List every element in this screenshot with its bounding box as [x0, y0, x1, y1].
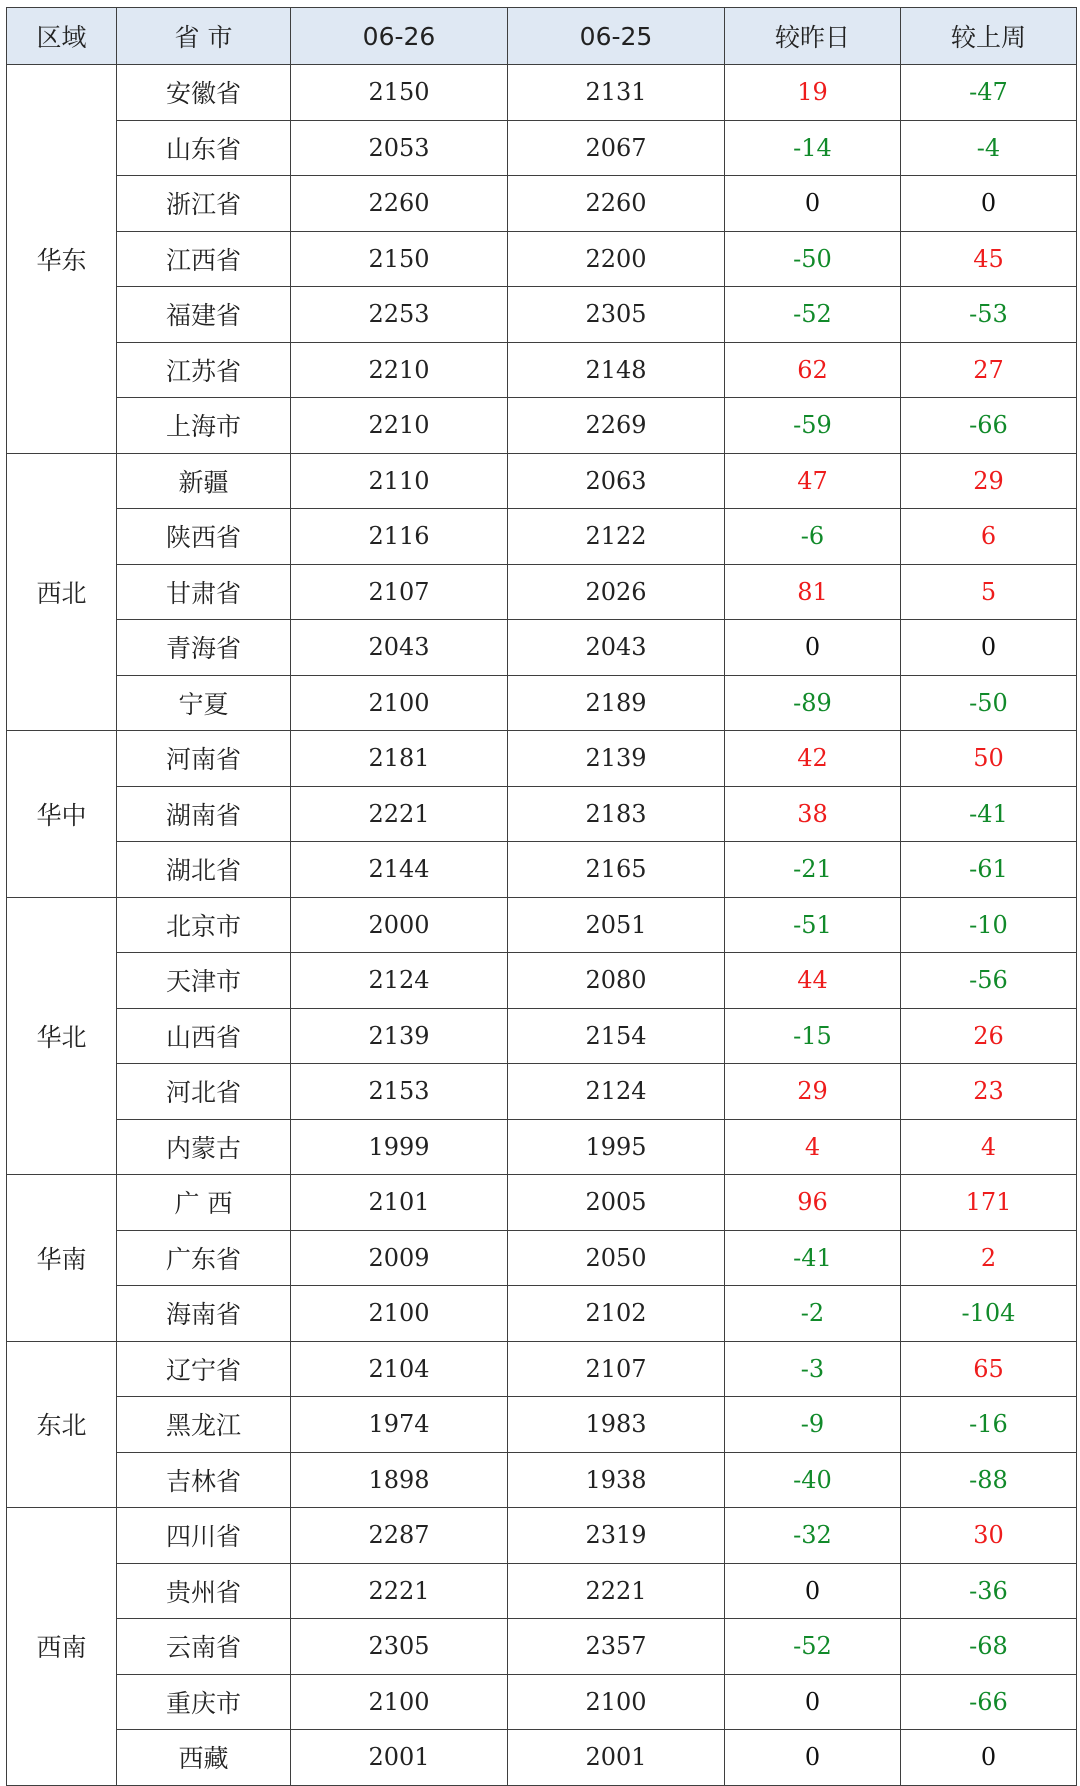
change-day-cell: 19 — [725, 65, 901, 121]
change-week-cell: -61 — [901, 842, 1077, 898]
header-date-current: 06-26 — [291, 8, 508, 65]
province-cell: 天津市 — [117, 953, 291, 1009]
change-week-cell: -88 — [901, 1452, 1077, 1508]
price-current-cell: 2100 — [291, 675, 508, 731]
price-current-cell: 2100 — [291, 1674, 508, 1730]
province-cell: 宁夏 — [117, 675, 291, 731]
change-week-cell: -56 — [901, 953, 1077, 1009]
price-current-cell: 2001 — [291, 1730, 508, 1786]
change-week-cell: 45 — [901, 231, 1077, 287]
change-week-cell: 0 — [901, 1730, 1077, 1786]
change-week-cell: 0 — [901, 620, 1077, 676]
change-day-cell: -2 — [725, 1286, 901, 1342]
price-previous-cell: 1938 — [508, 1452, 725, 1508]
change-week-cell: -16 — [901, 1397, 1077, 1453]
price-current-cell: 2116 — [291, 509, 508, 565]
price-previous-cell: 2357 — [508, 1619, 725, 1675]
price-current-cell: 2150 — [291, 65, 508, 121]
price-previous-cell: 2189 — [508, 675, 725, 731]
province-cell: 吉林省 — [117, 1452, 291, 1508]
price-current-cell: 1898 — [291, 1452, 508, 1508]
table-row — [7, 176, 1077, 232]
price-previous-cell: 2148 — [508, 342, 725, 398]
change-week-cell: 2 — [901, 1230, 1077, 1286]
table-row — [7, 1619, 1077, 1675]
change-day-cell: 81 — [725, 564, 901, 620]
price-previous-cell: 2102 — [508, 1286, 725, 1342]
province-cell: 广东省 — [117, 1230, 291, 1286]
change-week-cell: -10 — [901, 897, 1077, 953]
province-cell: 湖北省 — [117, 842, 291, 898]
table-row — [7, 675, 1077, 731]
province-cell: 河北省 — [117, 1064, 291, 1120]
province-cell: 重庆市 — [117, 1674, 291, 1730]
price-current-cell: 1974 — [291, 1397, 508, 1453]
price-previous-cell: 2124 — [508, 1064, 725, 1120]
change-day-cell: 0 — [725, 1563, 901, 1619]
price-previous-cell: 2051 — [508, 897, 725, 953]
change-day-cell: 29 — [725, 1064, 901, 1120]
price-previous-cell: 2269 — [508, 398, 725, 454]
price-previous-cell: 2043 — [508, 620, 725, 676]
change-week-cell: 27 — [901, 342, 1077, 398]
table-row — [7, 509, 1077, 565]
province-cell: 湖南省 — [117, 786, 291, 842]
price-previous-cell: 2200 — [508, 231, 725, 287]
change-week-cell: 4 — [901, 1119, 1077, 1175]
change-day-cell: 0 — [725, 1730, 901, 1786]
change-day-cell: 47 — [725, 453, 901, 509]
table-header — [7, 8, 1077, 65]
region-cell: 华南 — [7, 1175, 117, 1342]
price-previous-cell: 2165 — [508, 842, 725, 898]
change-week-cell: 26 — [901, 1008, 1077, 1064]
change-week-cell: -53 — [901, 287, 1077, 343]
price-current-cell: 2305 — [291, 1619, 508, 1675]
price-current-cell: 2053 — [291, 120, 508, 176]
price-previous-cell: 2139 — [508, 731, 725, 787]
price-previous-cell: 2183 — [508, 786, 725, 842]
price-previous-cell: 2154 — [508, 1008, 725, 1064]
table-row — [7, 287, 1077, 343]
change-day-cell: -41 — [725, 1230, 901, 1286]
change-week-cell: -36 — [901, 1563, 1077, 1619]
table-row — [7, 953, 1077, 1009]
price-previous-cell: 2067 — [508, 120, 725, 176]
header-date-previous: 06-25 — [508, 8, 725, 65]
table-row — [7, 1064, 1077, 1120]
price-current-cell: 2124 — [291, 953, 508, 1009]
price-previous-cell: 2100 — [508, 1674, 725, 1730]
table-row — [7, 1230, 1077, 1286]
price-previous-cell: 2122 — [508, 509, 725, 565]
change-week-cell: 5 — [901, 564, 1077, 620]
province-cell: 北京市 — [117, 897, 291, 953]
province-cell: 安徽省 — [117, 65, 291, 121]
change-day-cell: -3 — [725, 1341, 901, 1397]
price-current-cell: 2210 — [291, 342, 508, 398]
table-row — [7, 564, 1077, 620]
price-table — [6, 7, 1077, 1786]
change-day-cell: -51 — [725, 897, 901, 953]
table-row — [7, 1563, 1077, 1619]
price-current-cell: 2110 — [291, 453, 508, 509]
table-row — [7, 1286, 1077, 1342]
province-cell: 广 西 — [117, 1175, 291, 1231]
table-row — [7, 398, 1077, 454]
change-day-cell: -52 — [725, 1619, 901, 1675]
province-cell: 山西省 — [117, 1008, 291, 1064]
table-row — [7, 842, 1077, 898]
table-row — [7, 897, 1077, 953]
province-cell: 内蒙古 — [117, 1119, 291, 1175]
change-week-cell: -68 — [901, 1619, 1077, 1675]
province-cell: 江西省 — [117, 231, 291, 287]
change-day-cell: -32 — [725, 1508, 901, 1564]
header-row — [7, 8, 1077, 65]
region-cell: 东北 — [7, 1341, 117, 1508]
price-current-cell: 2100 — [291, 1286, 508, 1342]
price-previous-cell: 1995 — [508, 1119, 725, 1175]
price-previous-cell: 2001 — [508, 1730, 725, 1786]
change-day-cell: 62 — [725, 342, 901, 398]
change-week-cell: 171 — [901, 1175, 1077, 1231]
change-week-cell: -104 — [901, 1286, 1077, 1342]
province-cell: 山东省 — [117, 120, 291, 176]
price-current-cell: 2009 — [291, 1230, 508, 1286]
region-cell: 华中 — [7, 731, 117, 898]
price-current-cell: 2260 — [291, 176, 508, 232]
change-day-cell: -15 — [725, 1008, 901, 1064]
change-week-cell: -47 — [901, 65, 1077, 121]
price-current-cell: 2221 — [291, 1563, 508, 1619]
price-current-cell: 1999 — [291, 1119, 508, 1175]
price-previous-cell: 2050 — [508, 1230, 725, 1286]
price-previous-cell: 2063 — [508, 453, 725, 509]
province-cell: 黑龙江 — [117, 1397, 291, 1453]
province-cell: 陕西省 — [117, 509, 291, 565]
change-day-cell: 0 — [725, 1674, 901, 1730]
change-week-cell: 30 — [901, 1508, 1077, 1564]
table-row — [7, 1341, 1077, 1397]
region-cell: 西南 — [7, 1508, 117, 1786]
price-previous-cell: 2260 — [508, 176, 725, 232]
region-cell: 华北 — [7, 897, 117, 1175]
table-row — [7, 1730, 1077, 1786]
change-day-cell: 4 — [725, 1119, 901, 1175]
change-week-cell: 50 — [901, 731, 1077, 787]
change-day-cell: -52 — [725, 287, 901, 343]
table-row — [7, 342, 1077, 398]
table-row — [7, 1674, 1077, 1730]
price-previous-cell: 2005 — [508, 1175, 725, 1231]
change-day-cell: -14 — [725, 120, 901, 176]
province-cell: 新疆 — [117, 453, 291, 509]
price-current-cell: 2287 — [291, 1508, 508, 1564]
change-week-cell: 29 — [901, 453, 1077, 509]
price-current-cell: 2139 — [291, 1008, 508, 1064]
price-previous-cell: 2080 — [508, 953, 725, 1009]
price-current-cell: 2153 — [291, 1064, 508, 1120]
price-current-cell: 2221 — [291, 786, 508, 842]
table-row — [7, 1008, 1077, 1064]
change-week-cell: -66 — [901, 398, 1077, 454]
price-previous-cell: 2107 — [508, 1341, 725, 1397]
price-current-cell: 2104 — [291, 1341, 508, 1397]
change-week-cell: 65 — [901, 1341, 1077, 1397]
price-current-cell: 2043 — [291, 620, 508, 676]
region-cell: 西北 — [7, 453, 117, 731]
province-cell: 西藏 — [117, 1730, 291, 1786]
change-day-cell: -6 — [725, 509, 901, 565]
table-row — [7, 731, 1077, 787]
price-current-cell: 2181 — [291, 731, 508, 787]
province-cell: 福建省 — [117, 287, 291, 343]
table-row — [7, 1452, 1077, 1508]
change-day-cell: -40 — [725, 1452, 901, 1508]
province-cell: 浙江省 — [117, 176, 291, 232]
table-row — [7, 1175, 1077, 1231]
change-week-cell: -66 — [901, 1674, 1077, 1730]
change-week-cell: -4 — [901, 120, 1077, 176]
price-current-cell: 2000 — [291, 897, 508, 953]
change-day-cell: -59 — [725, 398, 901, 454]
province-cell: 云南省 — [117, 1619, 291, 1675]
table-row — [7, 1508, 1077, 1564]
change-week-cell: 23 — [901, 1064, 1077, 1120]
province-cell: 辽宁省 — [117, 1341, 291, 1397]
change-week-cell: 6 — [901, 509, 1077, 565]
price-current-cell: 2101 — [291, 1175, 508, 1231]
table-row — [7, 120, 1077, 176]
table-row — [7, 453, 1077, 509]
change-week-cell: 0 — [901, 176, 1077, 232]
change-day-cell: 42 — [725, 731, 901, 787]
province-cell: 贵州省 — [117, 1563, 291, 1619]
change-day-cell: 96 — [725, 1175, 901, 1231]
price-current-cell: 2150 — [291, 231, 508, 287]
province-cell: 上海市 — [117, 398, 291, 454]
price-previous-cell: 2319 — [508, 1508, 725, 1564]
change-week-cell: -41 — [901, 786, 1077, 842]
change-day-cell: -9 — [725, 1397, 901, 1453]
header-region: 区域 — [7, 8, 117, 65]
province-cell: 海南省 — [117, 1286, 291, 1342]
price-current-cell: 2210 — [291, 398, 508, 454]
table-row — [7, 65, 1077, 121]
price-previous-cell: 2026 — [508, 564, 725, 620]
change-day-cell: 38 — [725, 786, 901, 842]
province-cell: 四川省 — [117, 1508, 291, 1564]
province-cell: 河南省 — [117, 731, 291, 787]
price-current-cell: 2253 — [291, 287, 508, 343]
region-cell: 华东 — [7, 65, 117, 454]
price-current-cell: 2144 — [291, 842, 508, 898]
province-cell: 江苏省 — [117, 342, 291, 398]
change-day-cell: -89 — [725, 675, 901, 731]
change-week-cell: -50 — [901, 675, 1077, 731]
price-current-cell: 2107 — [291, 564, 508, 620]
change-day-cell: -21 — [725, 842, 901, 898]
price-previous-cell: 2221 — [508, 1563, 725, 1619]
table-body — [7, 65, 1077, 1786]
province-cell: 甘肃省 — [117, 564, 291, 620]
table-row — [7, 1119, 1077, 1175]
header-change-week: 较上周 — [901, 8, 1077, 65]
province-cell: 青海省 — [117, 620, 291, 676]
change-day-cell: -50 — [725, 231, 901, 287]
price-previous-cell: 1983 — [508, 1397, 725, 1453]
price-previous-cell: 2131 — [508, 65, 725, 121]
table-row — [7, 786, 1077, 842]
table-row — [7, 1397, 1077, 1453]
change-day-cell: 0 — [725, 620, 901, 676]
header-change-day: 较昨日 — [725, 8, 901, 65]
price-previous-cell: 2305 — [508, 287, 725, 343]
table-row — [7, 231, 1077, 287]
header-province: 省 市 — [117, 8, 291, 65]
change-day-cell: 44 — [725, 953, 901, 1009]
change-day-cell: 0 — [725, 176, 901, 232]
table-row — [7, 620, 1077, 676]
